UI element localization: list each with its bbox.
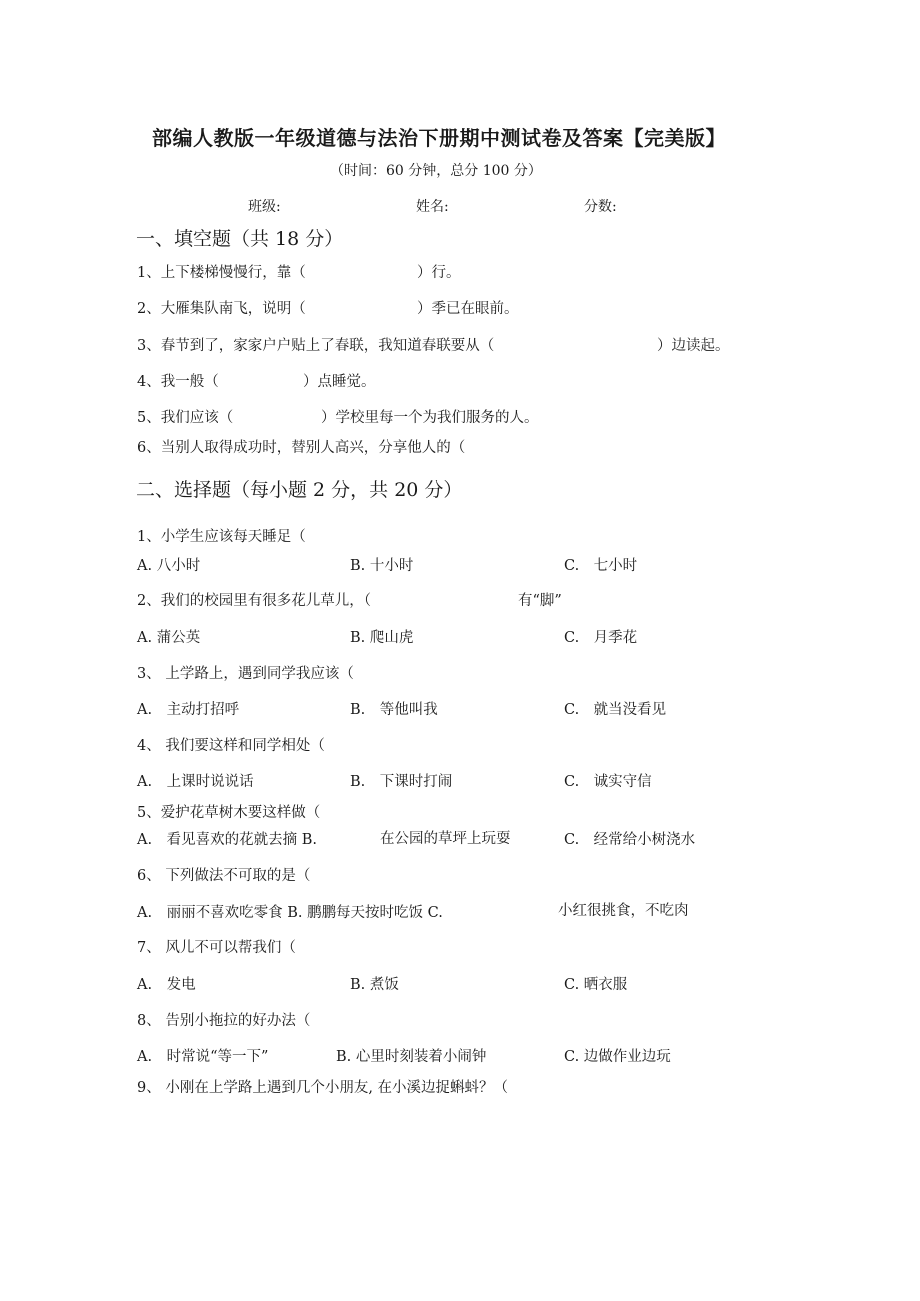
fill-q4-text: 4、我一般（ — [137, 374, 219, 390]
choice-q7-option-a: A. 发电 — [137, 977, 196, 993]
fill-q2-text: 2、大雁集队南飞，说明（ — [137, 301, 306, 317]
choice-q8-option-c: C. 边做作业边玩 — [564, 1049, 671, 1065]
fill-q3-text-end: ）边读起。 — [657, 338, 730, 354]
choice-q8-text: 8、 告别小拖拉的好办法（ — [137, 1013, 311, 1029]
class-label: 班级: — [248, 199, 281, 215]
choice-q6-option-ab: A. 丽丽不喜欢吃零食 B. 鹏鹏每天按时吃饭 C. — [137, 905, 443, 921]
fill-q1-text-end: ）行。 — [417, 265, 461, 281]
choice-q2-option-b: B. 爬山虎 — [350, 630, 414, 646]
choice-q3-text: 3、 上学路上，遇到同学我应该（ — [137, 666, 354, 682]
page-title: 部编人教版一年级道德与法治下册期中测试卷及答案【完美版】 — [152, 126, 726, 150]
choice-q4-option-b: B. 下课时打闹 — [350, 774, 453, 790]
fill-q5-text: 5、我们应该（ — [137, 410, 234, 426]
choice-q2-option-a: A. 蒲公英 — [137, 630, 201, 646]
choice-q4-option-c: C. 诚实守信 — [564, 774, 652, 790]
fill-q1-text: 1、上下楼梯慢慢行，靠（ — [137, 265, 306, 281]
fill-q6-text: 6、当别人取得成功时，替别人高兴，分享他人的（ — [137, 440, 466, 456]
choice-q1-text: 1、小学生应该每天睡足（ — [137, 529, 306, 545]
choice-q6-text: 6、 下列做法不可取的是（ — [137, 868, 311, 884]
section-fill-in-heading: 一、填空题（共 18 分） — [136, 228, 344, 250]
fill-q5-text-end: ）学校里每一个为我们服务的人。 — [321, 410, 539, 426]
choice-q2-text-end: 有“脚” — [518, 593, 562, 609]
choice-q3-option-b: B. 等他叫我 — [350, 702, 438, 718]
choice-q4-option-a: A. 上课时说说话 — [137, 774, 254, 790]
choice-q1-option-b: B. 十小时 — [350, 558, 414, 574]
choice-q1-option-a: A. 八小时 — [137, 558, 201, 574]
choice-q2-option-c: C. 月季花 — [564, 630, 638, 646]
fill-q3-text: 3、春节到了，家家户户贴上了春联，我知道春联要从（ — [137, 338, 495, 354]
choice-q3-option-c: C. 就当没看见 — [564, 702, 667, 718]
choice-q8-option-a: A. 时常说“等一下” — [137, 1049, 269, 1065]
choice-q8-option-b: B. 心里时刻装着小闹钟 — [336, 1049, 487, 1065]
choice-q5-option-a: A. 看见喜欢的花就去摘 B. — [137, 832, 317, 848]
choice-q5-text: 5、爱护花草树木要这样做（ — [137, 805, 321, 821]
fill-q4-text-end: ）点睡觉。 — [303, 374, 376, 390]
choice-q7-text: 7、 风儿不可以帮我们（ — [137, 940, 296, 956]
choice-q7-option-b: B. 煮饭 — [350, 977, 399, 993]
choice-q7-option-c: C. 晒衣服 — [564, 977, 628, 993]
choice-q3-option-a: A. 主动打招呼 — [137, 702, 240, 718]
choice-q5-option-c: C. 经常给小树浇水 — [564, 832, 696, 848]
score-label: 分数: — [584, 199, 617, 215]
fill-q2-text-end: ）季已在眼前。 — [417, 301, 519, 317]
choice-q5-option-b: 在公园的草坪上玩耍 — [380, 831, 511, 847]
name-label: 姓名: — [416, 199, 449, 215]
choice-q1-option-c: C. 七小时 — [564, 558, 638, 574]
choice-q9-text: 9、 小刚在上学路上遇到几个小朋友, 在小溪边捉蝌蚪？（ — [137, 1080, 509, 1096]
choice-q2-text: 2、我们的校园里有很多花儿草儿，（ — [137, 593, 371, 609]
choice-q6-option-c: 小红很挑食，不吃肉 — [558, 903, 689, 919]
section-choice-heading: 二、选择题（每小题 2 分，共 20 分） — [136, 479, 463, 501]
exam-time-info: （时间：60 分钟，总分 100 分） — [330, 163, 542, 179]
choice-q4-text: 4、 我们要这样和同学相处（ — [137, 738, 325, 754]
